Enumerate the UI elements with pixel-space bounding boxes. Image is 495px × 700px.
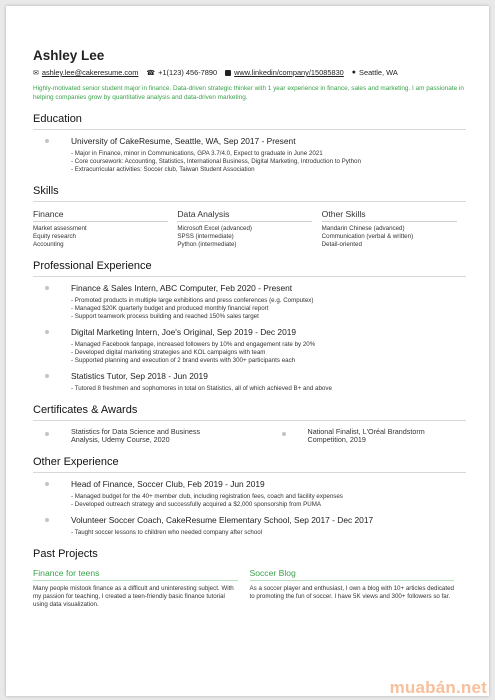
skill-item: Equity research <box>33 232 76 240</box>
education-bullets <box>71 150 466 174</box>
other-experience-heading: Other Experience <box>33 456 119 469</box>
watermark-logo: muabán.net <box>389 678 487 697</box>
skill-column-divider <box>33 221 168 222</box>
certificates-divider <box>33 420 466 421</box>
skill-column-head: Other Skills <box>321 209 366 220</box>
bullet-dot-icon <box>45 518 49 522</box>
skill-item: Detail-oriented <box>321 240 362 248</box>
certificate-item <box>33 428 230 446</box>
experience-bullets <box>71 385 466 393</box>
experience-bullets <box>71 297 466 321</box>
experience-bullet: - Managed $20K quarterly budget and produced monthly financial report <box>71 304 269 312</box>
location-text: Seattle, WA <box>359 68 398 77</box>
skills-divider <box>33 201 466 202</box>
other-experience-title: Volunteer Soccer Coach, CakeResume Elementary School, Sep 2017 - Dec 2017 <box>71 515 374 526</box>
resume-content <box>33 48 466 609</box>
bullet-dot-icon <box>282 432 286 436</box>
email-link[interactable]: ashley.lee@cakeresume.com <box>41 68 139 77</box>
education-bullet: - Major in Finance, minor in Communications, GPA 3.7/4.0, Expect to graduate in June 2021 <box>71 150 323 158</box>
other-experience-title: Head of Finance, Soccer Club, Feb 2019 - Jun 2019 <box>71 479 265 490</box>
skill-column-other <box>322 209 466 248</box>
summary-text: Highly-motivated senior student major in finance. Data-driven strategic thinker with 1 year experience in finance, sales and marketing. I am passionate in helping companies grow by quantitative analysis and data-driven marketing. <box>33 85 464 101</box>
envelope-icon: ✉ <box>33 69 39 77</box>
skill-column-head: Finance <box>33 209 64 220</box>
skills-heading: Skills <box>33 185 59 198</box>
other-experience-bullet: - Taught soccer lessons to children who needed company after school <box>71 529 263 537</box>
contact-location <box>352 68 398 77</box>
other-experience-item <box>33 515 466 537</box>
projects-heading: Past Projects <box>33 548 98 561</box>
other-experience-bullet: - Developed outreach strategy and successfully acquired a $2,000 sponsorship from PUMA <box>71 501 322 509</box>
linkedin-icon <box>225 70 231 76</box>
other-experience-item <box>33 479 466 509</box>
skill-column-head: Data Analysis <box>177 209 230 220</box>
skill-item: Microsoft Excel (advanced) <box>177 225 252 233</box>
education-bullet: - Extracurricular activities: Soccer club, Taiwan Student Association <box>71 166 255 174</box>
experience-item <box>33 283 466 321</box>
linkedin-link[interactable]: www.linkedin/company/15085830 <box>234 68 344 77</box>
skill-item: Accounting <box>33 240 64 248</box>
project-finance-for-teens <box>33 568 238 608</box>
contact-phone <box>146 68 217 77</box>
bullet-dot-icon <box>45 432 49 436</box>
skills-grid <box>33 209 466 248</box>
education-item <box>33 136 466 174</box>
education-title: University of CakeResume, Seattle, WA, Sep 2017 - Present <box>71 136 296 147</box>
other-experience-bullet: - Managed budget for the 40+ member club, including registration fees, coach and facility expenses <box>71 493 343 501</box>
experience-bullet: - Developed digital marketing strategies and KOL campaigns with team <box>71 348 266 356</box>
projects-list <box>33 568 466 608</box>
experience-bullet: - Supported planning and execution of 2 brand events with 300+ participants each <box>71 356 296 364</box>
bullet-dot-icon <box>45 139 49 143</box>
skill-column-divider <box>322 221 457 222</box>
skill-column-finance <box>33 209 177 248</box>
skill-item: Python (intermediate) <box>177 240 237 248</box>
experience-bullets <box>71 341 466 365</box>
bullet-dot-icon <box>45 482 49 486</box>
project-divider <box>33 580 238 581</box>
contact-row <box>33 68 466 77</box>
bullet-dot-icon <box>45 374 49 378</box>
education-heading: Education <box>33 113 82 126</box>
location-pin-icon: ● <box>351 69 357 76</box>
education-bullet: - Core coursework: Accounting, Statistics, International Business, Digital Marketing, Introduction to Python <box>71 158 361 166</box>
experience-bullet: - Managed Facebook fanpage, increased followers by 10% and engagement rate by 20% <box>71 340 316 348</box>
project-divider <box>250 580 455 581</box>
skill-item: Communication (verbal & written) <box>321 232 414 240</box>
project-description: Many people mistook finance as a difficult and uninteresting subject. With my passion for teaching, I created a teen-friendly basic finance tutorial using data visualization. <box>33 585 234 608</box>
experience-divider <box>33 276 466 277</box>
other-experience-bullets <box>71 493 466 509</box>
project-soccer-blog <box>250 568 455 608</box>
experience-title: Finance & Sales Intern, ABC Computer, Feb 2020 - Present <box>71 282 293 293</box>
resume-page <box>6 6 489 696</box>
skill-column-divider <box>177 221 312 222</box>
experience-bullet: - Promoted products in multiple large exhibitions and press conferences (e.g. Computex) <box>71 296 314 304</box>
skill-item: Mandarin Chinese (advanced) <box>321 225 405 233</box>
bullet-dot-icon <box>45 330 49 334</box>
certificate-text: Statistics for Data Science and Business Analysis, Udemy Course, 2020 <box>71 426 201 445</box>
experience-bullet: - Tutored 8 freshmen and sophomores in total on Statistics, all of which achieved B+ and above <box>71 384 332 392</box>
skill-column-data-analysis <box>177 209 321 248</box>
bullet-dot-icon <box>45 286 49 290</box>
education-divider <box>33 129 466 130</box>
certificates-heading: Certificates & Awards <box>33 403 138 416</box>
skill-item: SPSS (intermediate) <box>177 232 234 240</box>
contact-linkedin[interactable] <box>225 68 344 77</box>
certificates-list <box>33 428 466 446</box>
phone-text: +1(123) 456-7890 <box>158 68 218 77</box>
experience-item <box>33 327 466 365</box>
experience-title: Statistics Tutor, Sep 2018 - Jun 2019 <box>71 370 208 381</box>
project-title: Finance for teens <box>33 568 100 579</box>
contact-email[interactable] <box>33 68 138 77</box>
experience-title: Digital Marketing Intern, Joe's Original, Sep 2019 - Dec 2019 <box>71 326 297 337</box>
experience-item <box>33 371 466 393</box>
other-experience-bullets <box>71 529 466 537</box>
certificate-text: National Finalist, L'Oréal Brandstorm Competition, 2019 <box>307 426 425 445</box>
experience-heading: Professional Experience <box>33 259 152 272</box>
phone-icon: ☎ <box>146 69 156 77</box>
skill-item: Market assessment <box>33 225 87 233</box>
other-experience-divider <box>33 472 466 473</box>
certificate-item <box>270 428 467 446</box>
project-description: As a soccer player and enthusiast, I own a blog with 10+ articles dedicated to promoting the fun of soccer. I have 5K views and 300+ followers so far. <box>249 585 454 600</box>
experience-bullet: - Support teamwork process building and reached 150% sales target <box>71 312 259 320</box>
candidate-name: Ashley Lee <box>33 48 105 63</box>
project-title: Soccer Blog <box>249 568 296 579</box>
